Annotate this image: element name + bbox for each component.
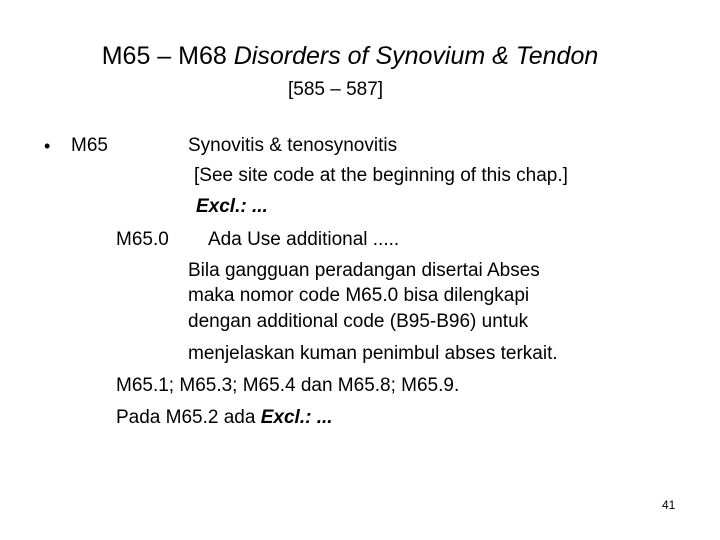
bullet-heading: Synovitis & tenosynovitis [188,135,398,156]
see-site-code-note: [See site code at the beginning of this chap.] [194,165,568,186]
title-text: Disorders of Synovium & Tendon [233,42,599,70]
exclusion-note: Excl.: ... [196,196,268,217]
note-line-3: dengan additional code (B95-B96) untuk [188,311,529,332]
note-line-4: menjelaskan kuman penimbul abses terkait. [188,343,558,364]
pada-exclusion: Excl.: ... [260,407,333,428]
bullet-icon: • [44,136,51,156]
slide-title [0,40,700,72]
bullet-code: M65 [71,135,108,156]
page-range-subtitle: [585 – 587] [288,79,384,100]
codes-line: M65.1; M65.3; M65.4 dan M65.8; M65.9. [116,375,460,396]
note-line-1: Bila gangguan peradangan disertai Abses [188,260,540,281]
note-line-2: maka nomor code M65.0 bisa dilengkapi [188,285,530,306]
m650-code: M65.0 [116,229,169,250]
pada-prefix: Pada M65.2 ada [116,407,256,428]
page-number: 41 [662,498,676,512]
m650-text: Ada Use additional ..... [208,229,400,250]
title-code: M65 – M68 [101,42,227,70]
pada-line [116,406,333,430]
